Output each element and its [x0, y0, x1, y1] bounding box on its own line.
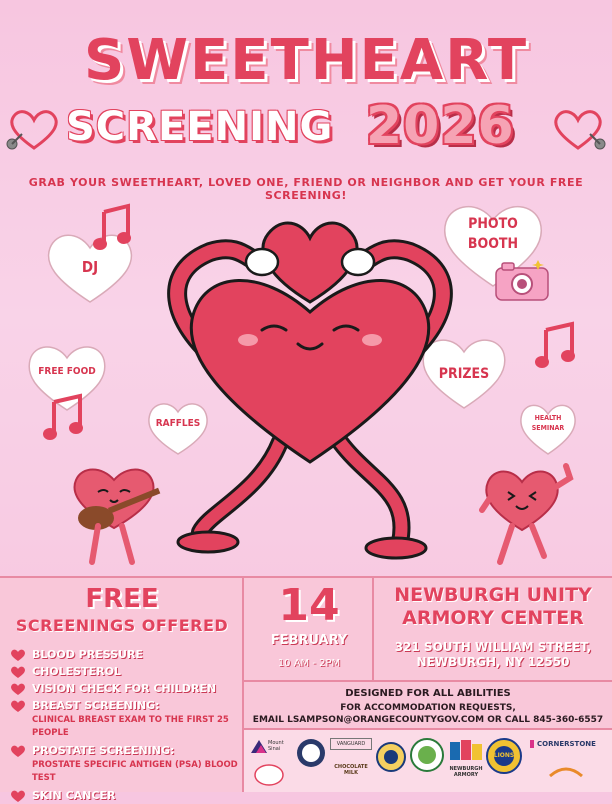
- music-note-icon: [92, 204, 134, 252]
- cornerstone-logo-text: CORNERSTONE: [530, 740, 606, 748]
- accessibility-line-2: FOR ACCOMMODATION REQUESTS,: [340, 703, 516, 713]
- screening-item-label: BREAST SCREENING:: [32, 699, 160, 712]
- venue-line-1: NEWBURGH UNITY: [394, 584, 592, 606]
- heart-bullet-icon: [10, 699, 26, 713]
- heart-bullet-icon: [10, 744, 26, 758]
- round-emblem-logo: [254, 764, 284, 786]
- tagline: GRAB YOUR SWEETHEART, LOVED ONE, FRIEND OR NEIGHBOR AND GET YOUR FREE SCREENING!: [28, 176, 584, 202]
- venue-name: [374, 584, 612, 630]
- lions-logo: [486, 738, 522, 774]
- screenings-subheading: SCREENINGS OFFERED: [15, 616, 229, 635]
- bubble-health-label-1: HEALTH: [534, 414, 562, 422]
- accessibility-heading: DESIGNED FOR ALL ABILITIES: [345, 688, 511, 699]
- address-line-2: NEWBURGH, NY 12550: [416, 655, 570, 669]
- mount-sinai-logo: [250, 738, 294, 760]
- screening-item-note: PROSTATE SPECIFIC ANTIGEN (PSA) BLOOD TEST: [32, 760, 238, 783]
- screenings-heading: FREE: [85, 584, 159, 614]
- bubble-prizes-label: PRIZES: [438, 366, 490, 382]
- screening-item-label: SKIN CANCER: [32, 789, 116, 802]
- bubble-health-seminar: [516, 400, 580, 458]
- screening-item: [10, 742, 242, 759]
- circle-seal-logo: [296, 738, 326, 768]
- lions-logo-text: LIONS: [493, 752, 515, 759]
- screening-item-label: CHOLESTEROL: [32, 665, 121, 678]
- green-seal-logo: [410, 738, 444, 774]
- title-sweetheart: SWEETHEART: [83, 28, 529, 93]
- venue-line-2: ARMORY CENTER: [402, 607, 584, 629]
- screening-item: [10, 646, 242, 663]
- bubble-dj-label: DJ: [81, 258, 99, 276]
- guitar-heart-illustration: [62, 462, 172, 574]
- chocolate-milk-logo: [328, 764, 374, 784]
- screening-item: [10, 697, 242, 714]
- address-line-1: 321 SOUTH WILLIAM STREET,: [394, 640, 592, 654]
- screening-item: [10, 663, 242, 680]
- heart-bullet-icon: [10, 682, 26, 696]
- screenings-list: [10, 646, 242, 804]
- screening-item-label: BLOOD PRESSURE: [32, 648, 143, 661]
- vanguard-logo-text: VANGUARD: [330, 738, 372, 750]
- camera-icon: [494, 258, 550, 302]
- bubble-health-label-2: SEMINAR: [531, 424, 565, 432]
- event-month: FEBRUARY: [270, 633, 348, 648]
- screening-item: [10, 680, 242, 697]
- heart-mascot-illustration: [150, 212, 470, 572]
- bubble-free-food-label: FREE FOOD: [38, 366, 96, 377]
- stethoscope-heart-left-icon: [4, 104, 64, 154]
- heart-bullet-icon: [10, 648, 26, 662]
- bubble-raffles-label: RAFFLES: [155, 418, 201, 429]
- screening-item-label: PROSTATE SCREENING:: [32, 744, 175, 757]
- title-year: 2026: [366, 96, 515, 156]
- newburgh-armory-logo-text: NEWBURGH ARMORY: [449, 766, 483, 778]
- music-note-icon: [534, 322, 578, 370]
- music-note-icon: [42, 394, 88, 442]
- cornerstone-logo: [530, 740, 606, 760]
- heart-bullet-icon: [10, 789, 26, 803]
- title-screening: SCREENING: [66, 104, 334, 150]
- bubble-photo-label-2: BOOTH: [467, 236, 519, 252]
- screening-item-note: CLINICAL BREAST EXAM TO THE FIRST 25 PEOPLE: [32, 715, 229, 738]
- screening-item-label: VISION CHECK FOR CHILDREN: [32, 682, 217, 695]
- venue-address: [374, 640, 612, 670]
- stethoscope-heart-right-icon: [548, 104, 608, 154]
- newburgh-armory-logo: [448, 738, 484, 782]
- screening-item: [10, 787, 242, 804]
- vanguard-logo: [330, 738, 372, 758]
- county-seal-logo: [376, 742, 406, 772]
- orange-arc-logo: [546, 764, 586, 780]
- accessibility-contact[interactable]: EMAIL LSAMPSON@ORANGECOUNTYGOV.COM OR CALL 845-360-6557: [252, 715, 604, 725]
- mount-sinai-logo-text: Mount Sinai: [268, 740, 284, 752]
- flexing-heart-illustration: [478, 460, 582, 572]
- event-day: 14: [278, 580, 340, 631]
- event-time: 10 AM - 2PM: [277, 658, 341, 669]
- chocolate-milk-logo-text: CHOCOLATE MILK: [334, 764, 368, 776]
- bubble-photo-label-1: PHOTO: [468, 216, 518, 232]
- heart-bullet-icon: [10, 665, 26, 679]
